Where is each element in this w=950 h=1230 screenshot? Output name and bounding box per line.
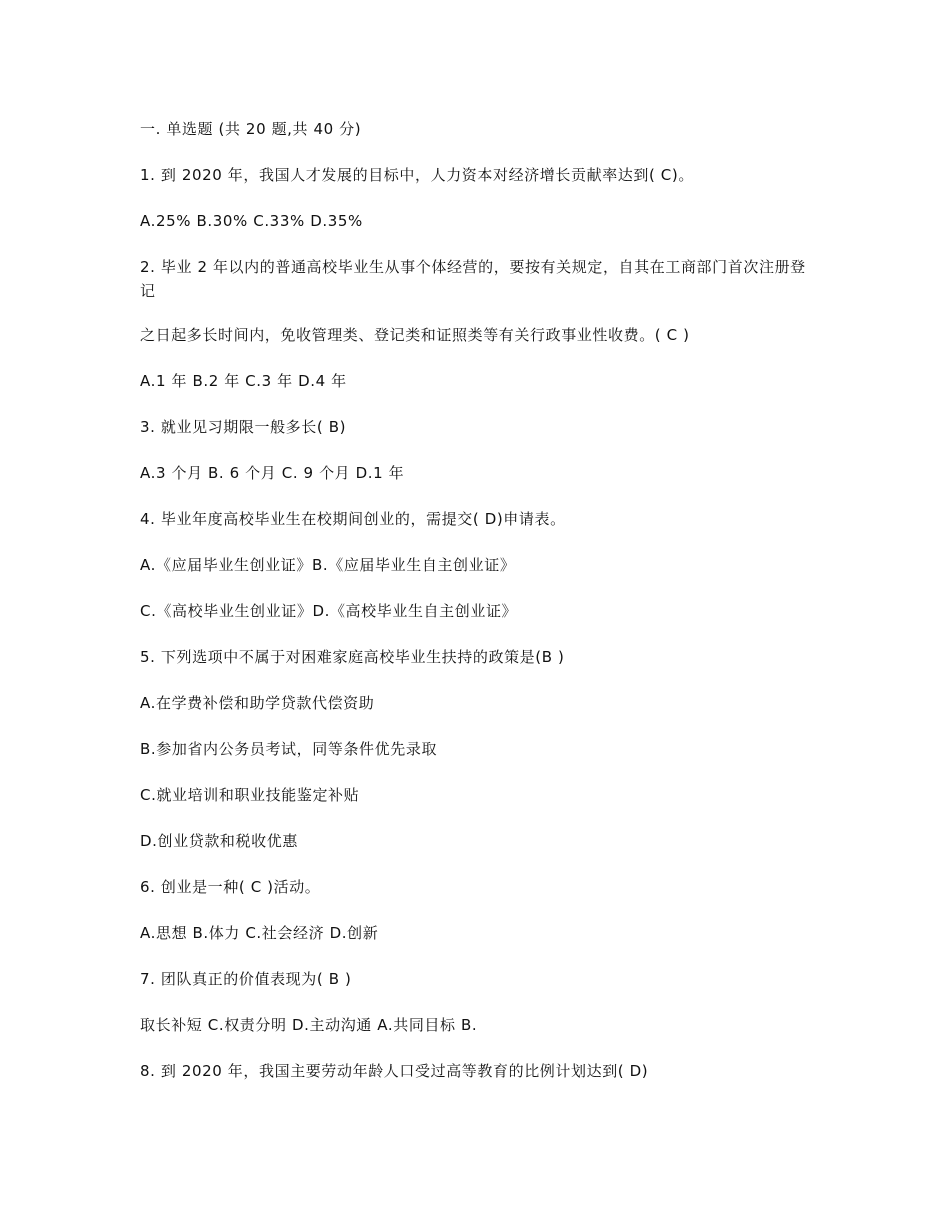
question-3: 3. 就业见习期限一般多长( B) (140, 418, 347, 436)
question-6: 6. 创业是一种( C )活动。 (140, 878, 321, 896)
question-7: 7. 团队真正的价值表现为( B ) (140, 970, 352, 988)
section-heading: 一. 单选题 (共 20 题,共 40 分) (140, 120, 362, 138)
question-3-options: A.3 个月 B. 6 个月 C. 9 个月 D.1 年 (140, 464, 405, 482)
question-4: 4. 毕业年度高校毕业生在校期间创业的，需提交( D)申请表。 (140, 510, 566, 528)
question-5-option-d: D.创业贷款和税收优惠 (140, 832, 298, 850)
question-1: 1. 到 2020 年，我国人才发展的目标中，人力资本对经济增长贡献率达到( C)。 (140, 166, 694, 184)
question-4-option-cd: C.《高校毕业生创业证》D.《高校毕业生自主创业证》 (140, 602, 518, 620)
question-5-option-a: A.在学费补偿和助学贷款代偿资助 (140, 694, 375, 712)
question-7-options: 取长补短 C.权责分明 D.主动沟通 A.共同目标 B. (140, 1016, 478, 1034)
question-8: 8. 到 2020 年，我国主要劳动年龄人口受过高等教育的比例计划达到( D) (140, 1062, 649, 1080)
question-4-option-ab: A.《应届毕业生创业证》B.《应届毕业生自主创业证》 (140, 556, 516, 574)
question-2-continued: 之日起多长时间内，免收管理类、登记类和证照类等有关行政事业性收费。( C ) (140, 326, 690, 344)
question-2: 2. 毕业 2 年以内的普通高校毕业生从事个体经营的，要按有关规定，自其在工商部门首次注册登记 (140, 258, 806, 300)
question-1-options: A.25% B.30% C.33% D.35% (140, 212, 363, 230)
document-content (140, 117, 820, 1105)
question-5-option-b: B.参加省内公务员考试，同等条件优先录取 (140, 740, 438, 758)
question-5: 5. 下列选项中不属于对困难家庭高校毕业生扶持的政策是(B ) (140, 648, 565, 666)
question-5-option-c: C.就业培训和职业技能鉴定补贴 (140, 786, 360, 804)
question-2-options: A.1 年 B.2 年 C.3 年 D.4 年 (140, 372, 347, 390)
question-6-options: A.思想 B.体力 C.社会经济 D.创新 (140, 924, 379, 942)
